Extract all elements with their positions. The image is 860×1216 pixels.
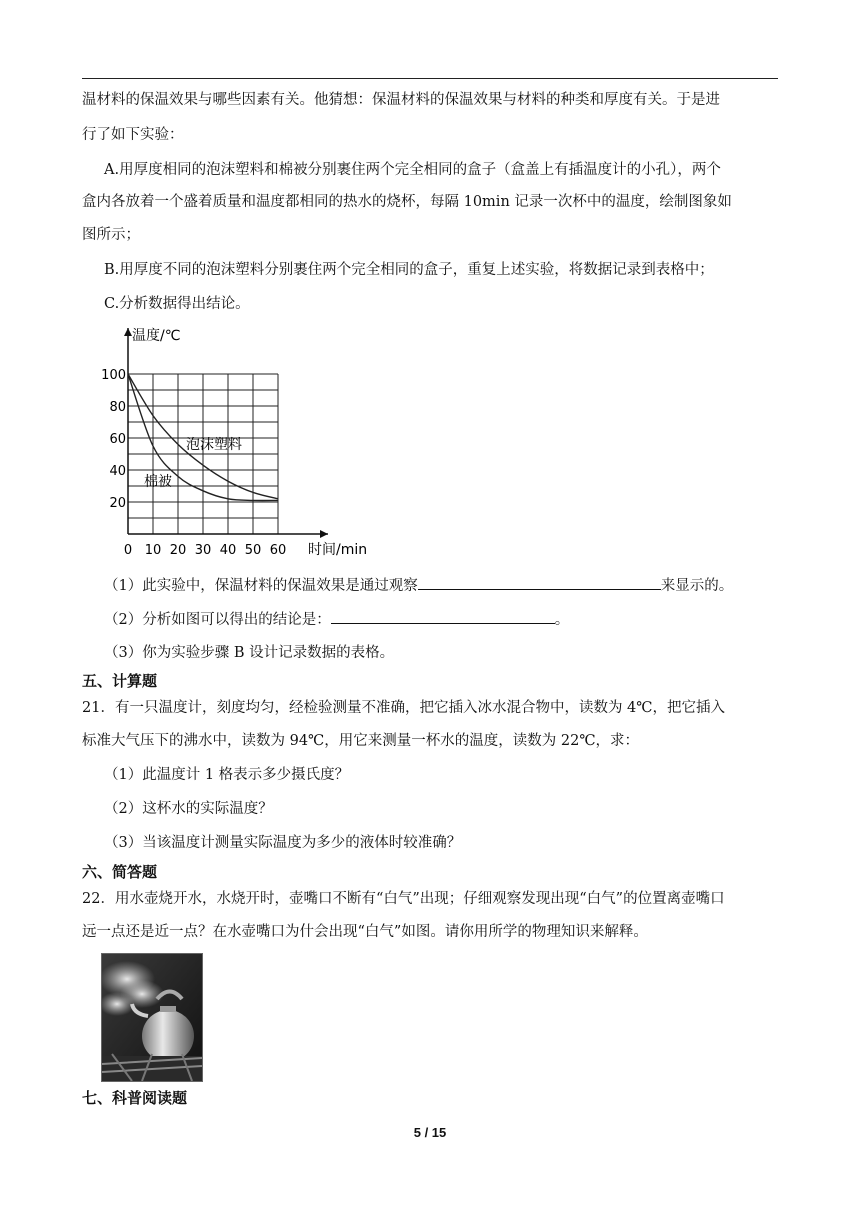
step-c: C.分析数据得出结论。 bbox=[104, 296, 250, 312]
q22-line-1: 22．用水壶烧开水，水烧开时，壶嘴口不断有“白气”出现；仔细观察发现出现“白气”的位置离壶嘴口 bbox=[82, 891, 725, 907]
y-tick-label: 60 bbox=[109, 432, 126, 447]
q21-sub-1: （1）此温度计 1 格表示多少摄氏度？ bbox=[104, 767, 350, 783]
q20-part2 bbox=[104, 609, 569, 630]
series-label-foam: 泡沫塑料 bbox=[186, 437, 242, 453]
y-tick-label: 40 bbox=[109, 464, 126, 479]
step-b: B.用厚度不同的泡沫塑料分别裹住两个完全相同的盒子，重复上述实验，将数据记录到表格中； bbox=[104, 262, 714, 278]
x-axis-label: 时间/min bbox=[308, 542, 368, 558]
q22-line-2: 远一点还是近一点？在水壶嘴口为什会出现“白气”如图。请你用所学的物理知识来解释。 bbox=[82, 924, 648, 940]
section-6-title: 六、简答题 bbox=[82, 863, 158, 881]
step-a-line-3: 图所示； bbox=[82, 227, 140, 243]
q21-sub-2: （2）这杯水的实际温度？ bbox=[104, 801, 273, 817]
section-5-title: 五、计算题 bbox=[82, 672, 158, 690]
y-axis-label: 温度/℃ bbox=[132, 328, 181, 344]
series-label-quilt: 棉被 bbox=[144, 474, 172, 490]
x-tick-label: 50 bbox=[244, 543, 262, 558]
answer-blank-2[interactable] bbox=[331, 609, 555, 624]
x-tick-label: 0 bbox=[123, 543, 133, 558]
x-tick-label: 20 bbox=[169, 543, 187, 558]
q20-part1 bbox=[104, 575, 733, 596]
q21-sub-3: （3）当该温度计测量实际温度为多少的液体时较准确？ bbox=[104, 835, 462, 851]
q20-part3: （3）你为实验步骤 B 设计记录数据的表格。 bbox=[104, 645, 395, 661]
section-7-title: 七、科普阅读题 bbox=[82, 1089, 188, 1107]
y-axis-arrow bbox=[124, 328, 132, 336]
y-tick-label: 100 bbox=[101, 368, 126, 383]
x-axis-arrow bbox=[320, 530, 328, 538]
chart-ticks bbox=[101, 368, 286, 558]
intro-line-2: 行了如下实验： bbox=[82, 127, 184, 143]
q20-part2-tail: 。 bbox=[554, 612, 570, 628]
q20-part1-tail: 来显示的。 bbox=[660, 578, 734, 594]
x-tick-label: 30 bbox=[194, 543, 212, 558]
x-tick-label: 60 bbox=[269, 543, 287, 558]
page-number: 5 / 15 bbox=[413, 1125, 447, 1140]
y-tick-label: 80 bbox=[109, 400, 126, 415]
step-a-line-1: A.用厚度相同的泡沫塑料和棉被分别裹住两个完全相同的盒子（盒盖上有插温度计的小孔），两个 bbox=[104, 162, 721, 178]
intro-line-1: 温材料的保温效果与哪些因素有关。他猜想：保温材料的保温效果与材料的种类和厚度有关。于是进 bbox=[82, 92, 720, 108]
step-a-line-2: 盒内各放着一个盛着质量和温度都相同的热水的烧杯，每隔 10min 记录一次杯中的温度，绘制图象如 bbox=[82, 194, 732, 210]
x-tick-label: 40 bbox=[219, 543, 237, 558]
chart-axes bbox=[124, 328, 328, 538]
kettle-illustration bbox=[102, 954, 202, 1081]
q20-part2-text: （2）分析如图可以得出的结论是： bbox=[104, 612, 331, 628]
q21-line-1: 21．有一只温度计，刻度均匀，经检验测量不准确，把它插入冰水混合物中，读数为 4℃，把它插入 bbox=[82, 700, 726, 716]
q20-part1-text: （1）此实验中，保温材料的保温效果是通过观察 bbox=[104, 578, 418, 594]
temperature-time-chart bbox=[100, 322, 400, 562]
q21-line-2: 标准大气压下的沸水中，读数为 94℃，用它来测量一杯水的温度，读数为 22℃，求： bbox=[82, 733, 640, 749]
answer-blank-1[interactable] bbox=[418, 575, 661, 590]
y-tick-label: 20 bbox=[109, 496, 126, 511]
kettle-steam-photo bbox=[101, 953, 203, 1082]
x-tick-label: 10 bbox=[144, 543, 162, 558]
header-rule bbox=[82, 78, 778, 79]
chart-grid bbox=[128, 374, 278, 534]
